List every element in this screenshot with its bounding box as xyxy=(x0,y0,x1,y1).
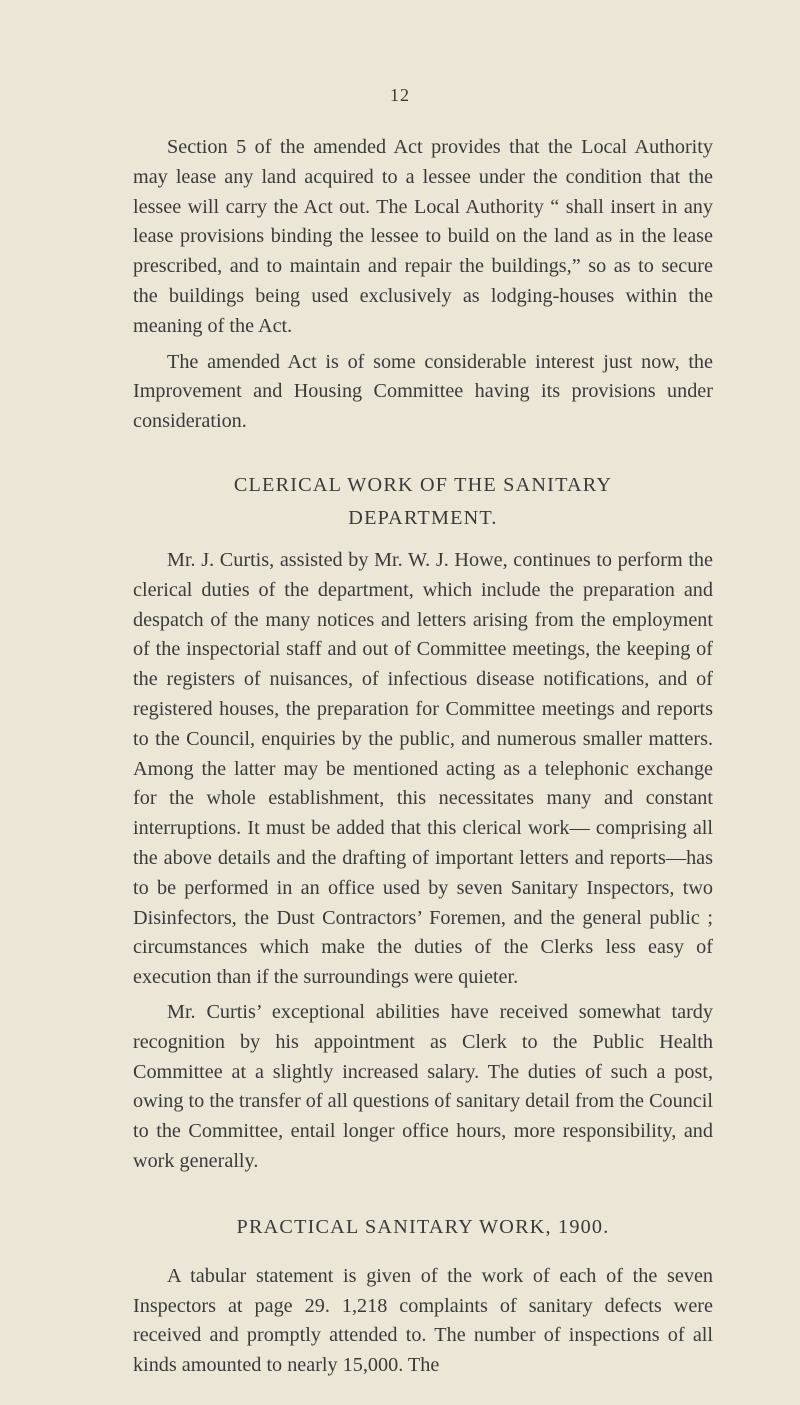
paragraph-curtis-appointment: Mr. Curtis’ exceptional abilities have received somewhat tardy recognition by his appointment as Clerk to the Public Health Committee at a slightly increased salary. The duties of such a post, owing to the transfer of all questions of sanitary detail from the Council to the Committee, entail longer office hours, more responsibility, and work generally. xyxy=(133,1000,713,1172)
heading-practical-sanitary-work: PRACTICAL SANITARY WORK, 1900. xyxy=(236,1215,610,1238)
heading-clerical-line1: CLERICAL WORK OF THE SANITARY xyxy=(233,473,613,496)
page-number: 12 xyxy=(390,85,410,105)
heading-clerical-line2: DEPARTMENT. xyxy=(348,506,498,529)
paragraph-tabular-statement: A tabular statement is given of the work of each of the seven Inspectors at page 29. 1,218 complaints of sanitary defects were received and promptly attended to. The number of inspections of all kinds amounted to nearly 15,000. The xyxy=(133,1264,713,1377)
paragraph-clerical-duties: Mr. J. Curtis, assisted by Mr. W. J. Howe, continues to perform the clerical duties of the department, which include the preparation and despatch of the many notices and letters arising from the employment of the inspectorial staff and out of Committee meetings, the keeping of the registers of nuisances, of infectious disease notifications, and of registered houses, the preparation for Committee meetings and reports to the Council, enquiries by the public, and numerous smaller matters. Among the latter may be mentioned acting as a telephonic exchange for the whole establishment, this necessitates many and constant interruptions. It must be added that this clerical work— comprising all the above details and the drafting of important letters and reports—has to be performed in an office used by seven Sanitary Inspectors, two Disinfectors, the Dust Contractors’ Foremen, and the general public ; circumstances which make the duties of the Clerks less easy of execution than if the surroundings were quieter. xyxy=(133,548,713,989)
heading-clerical-work xyxy=(133,469,713,535)
page-body xyxy=(133,133,713,1381)
paragraph-amended-act: The amended Act is of some considerable interest just now, the Improvement and Housing Committee having its provisions under consideration. xyxy=(133,350,713,433)
paragraph-section-5: Section 5 of the amended Act provides that the Local Authority may lease any land acquired to a lessee under the condition that the lessee will carry the Act out. The Local Authority “ shall insert in any lease provisions binding the lessee to build on the land as in the lease prescribed, and to maintain and repair the buildings,” so as to secure the buildings being used exclusively as lodging-houses within the meaning of the Act. xyxy=(133,136,713,337)
